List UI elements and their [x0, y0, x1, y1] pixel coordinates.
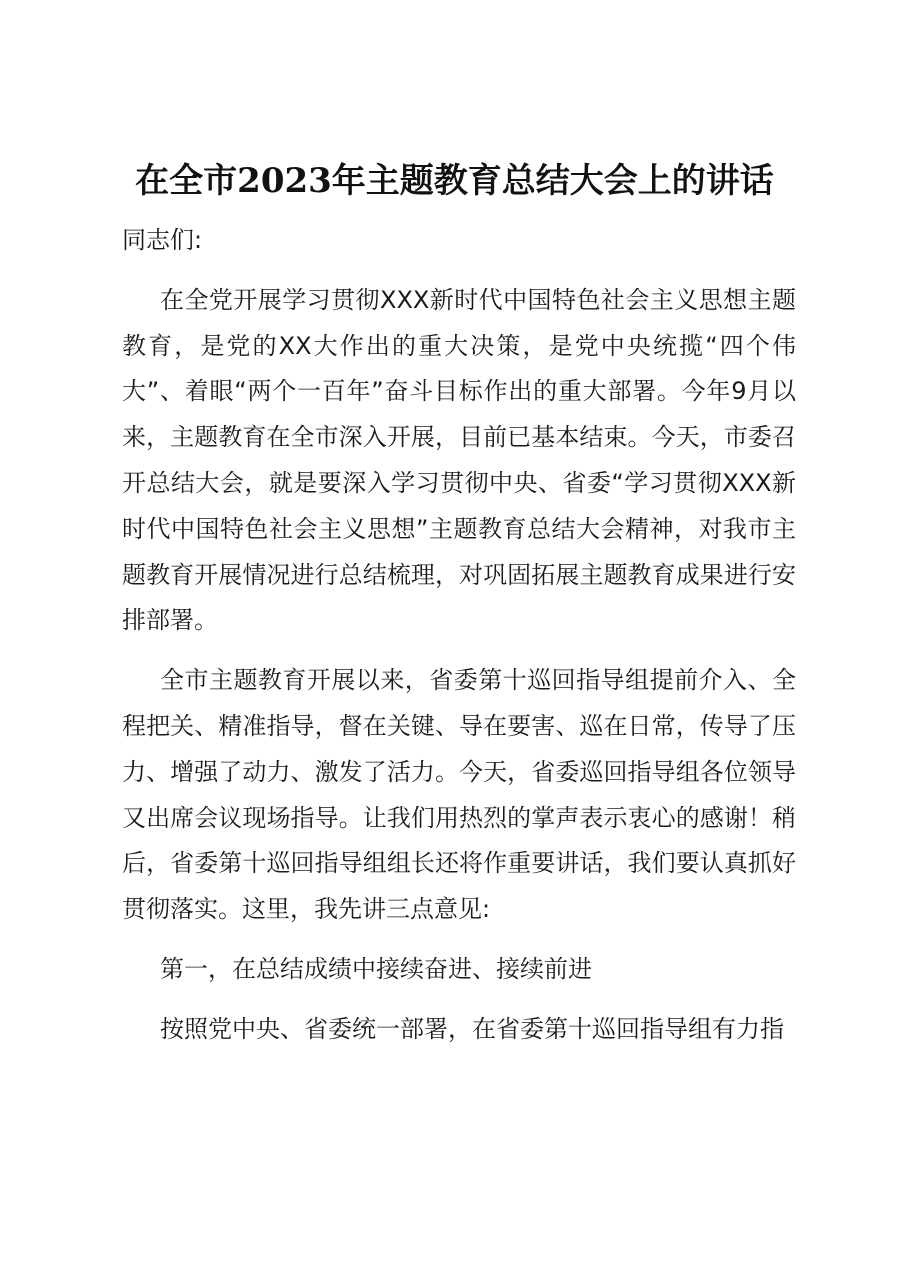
section-heading-first: 第一，在总结成绩中接续奋进、接续前进	[160, 954, 592, 983]
document-body	[122, 218, 796, 1067]
paragraph-thanks: 全市主题教育开展以来，省委第十巡回指导组提前介入、全程把关、精准指导，督在关键、导在要害、巡在日常，传导了压力、增强了动力、激发了活力。今天，省委巡回指导组各位领导又出席会议现场指导。让我们用热烈的掌声表示衷心的感谢！稍后，省委第十巡回指导组组长还将作重要讲话，我们要认真抓好贯彻落实。这里，我先讲三点意见:	[122, 666, 796, 924]
document-title: 在全市2023年主题教育总结大会上的讲话	[135, 161, 774, 201]
paragraph-intro: 在全党开展学习贯彻XXX新时代中国特色社会主义思想主题教育，是党的XX大作出的重大决策，是党中央统揽“四个伟大”、着眼“两个一百年”奋斗目标作出的重大部署。今年9月以来，主题教育在全市深入开展，目前已基本结束。今天，市委召开总结大会，就是要深入学习贯彻中央、省委“学习贯彻XXX新时代中国特色社会主义思想”主题教育总结大会精神，对我市主题教育开展情况进行总结梳理，对巩固拓展主题教育成果进行安排部署。	[122, 285, 796, 635]
salutation: 同志们:	[122, 226, 203, 254]
paragraph-section-start: 按照党中央、省委统一部署，在省委第十巡回指导组有力指	[160, 1014, 784, 1043]
